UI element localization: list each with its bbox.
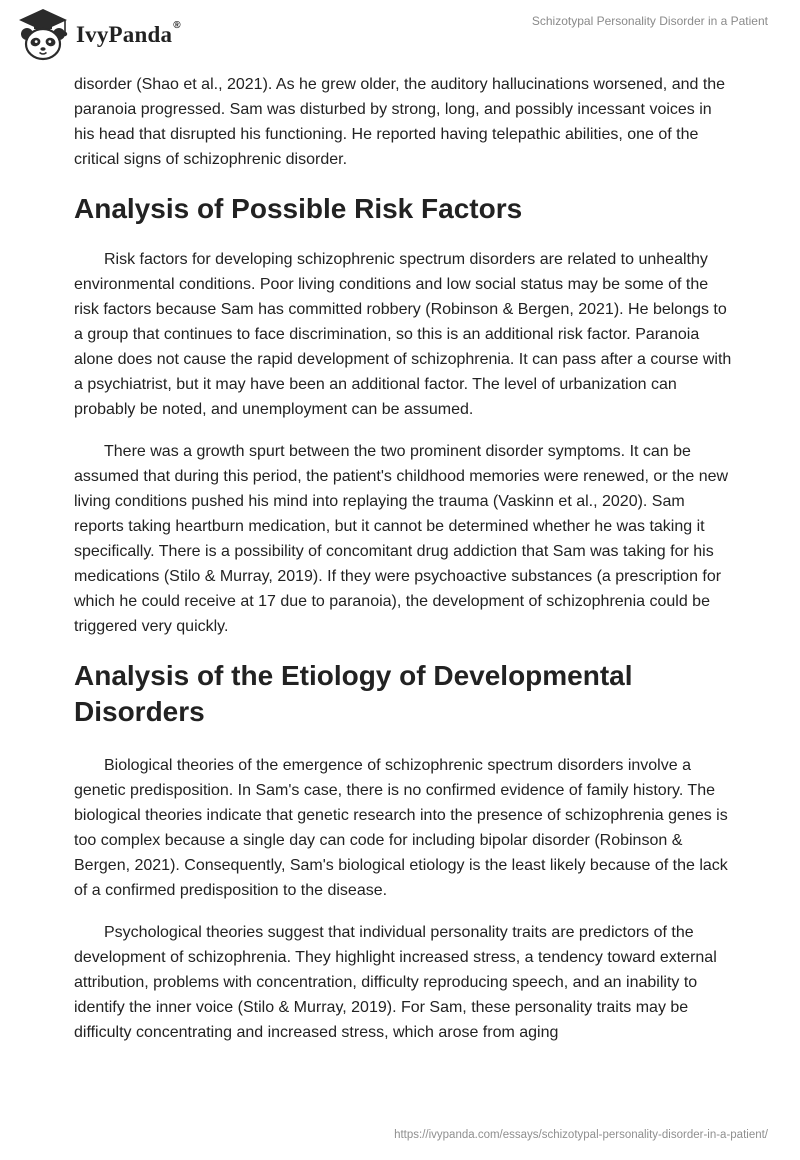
paragraph: Biological theories of the emergence of schizophrenic spectrum disorders involve a genetic predisposition. In Sam's case, there is no confirmed evidence of family history. The biological theories indicate that genetic research into the presence of schizophrenia genes is too complex because a single day can code for including bipolar disorder (Robinson & Bergen, 2021). Consequently, Sam's biological etiology is the least likely because of the lack of a confirmed predisposition to the disease. (74, 757, 728, 899)
paragraph: Risk factors for developing schizophrenic spectrum disorders are related to unhealthy environmental conditions. Poor living conditions and low social status may be some of the risk factors because Sam has committed robbery (Robinson & Bergen, 2021). He belongs to a group that continues to face discrimination, so this is an additional risk factor. Paranoia alone does not cause the rapid development of schizophrenia. It can pass after a course with a psychiatrist, but it may have been an additional factor. The level of urbanization can probably be noted, and unemployment can be assumed. (74, 251, 732, 418)
registered-mark: ® (173, 20, 181, 31)
document-title: Schizotypal Personality Disorder in a Patient (531, 14, 768, 28)
intro-continuation-paragraph: disorder (Shao et al., 2021). As he grew older, the auditory hallucinations worsened, and the paranoia progressed. Sam was disturbed by strong, long, and possibly incessant voices in his head that disrupted his functioning. He reported having telepathic abilities, one of the critical signs of schizophrenic disorder. (74, 76, 726, 168)
site-logo[interactable] (14, 6, 181, 64)
essay-content (74, 72, 734, 1045)
paragraph: There was a growth spurt between the two prominent disorder symptoms. It can be assumed that during this period, the patient's childhood memories were renewed, or the new living conditions pushed his mind into replaying the trauma (Vaskinn et al., 2020). Sam reports taking heartburn medication, but it cannot be determined whether he was taking it specifically. There is a possibility of concomitant drug addiction that Sam was taking for his medications (Stilo & Murray, 2019). If they were psychoactive substances (a prescription for which he could receive at 17 due to paranoia), the development of schizophrenia could be triggered very quickly. (74, 443, 729, 635)
paragraph: Psychological theories suggest that individual personality traits are predictors of the development of schizophrenia. They highlight increased stress, a tendency toward external attribution, problems with concentration, difficulty reproducing speech, and an inability to identify the inner voice (Stilo & Murray, 2019). For Sam, these personality traits may be difficulty concentrating and increased stress, which arose from aging (74, 924, 717, 1041)
section-heading-etiology: Analysis of the Etiology of Developmental Disorders (74, 660, 633, 727)
source-url-link[interactable]: https://ivypanda.com/essays/schizotypal-personality-disorder-in-a-patient/ (394, 1129, 768, 1141)
panda-graduate-icon (14, 6, 72, 64)
page-header (0, 0, 800, 70)
brand-name: IvyPanda® (76, 20, 181, 47)
section-heading-risk-factors: Analysis of Possible Risk Factors (74, 193, 523, 224)
